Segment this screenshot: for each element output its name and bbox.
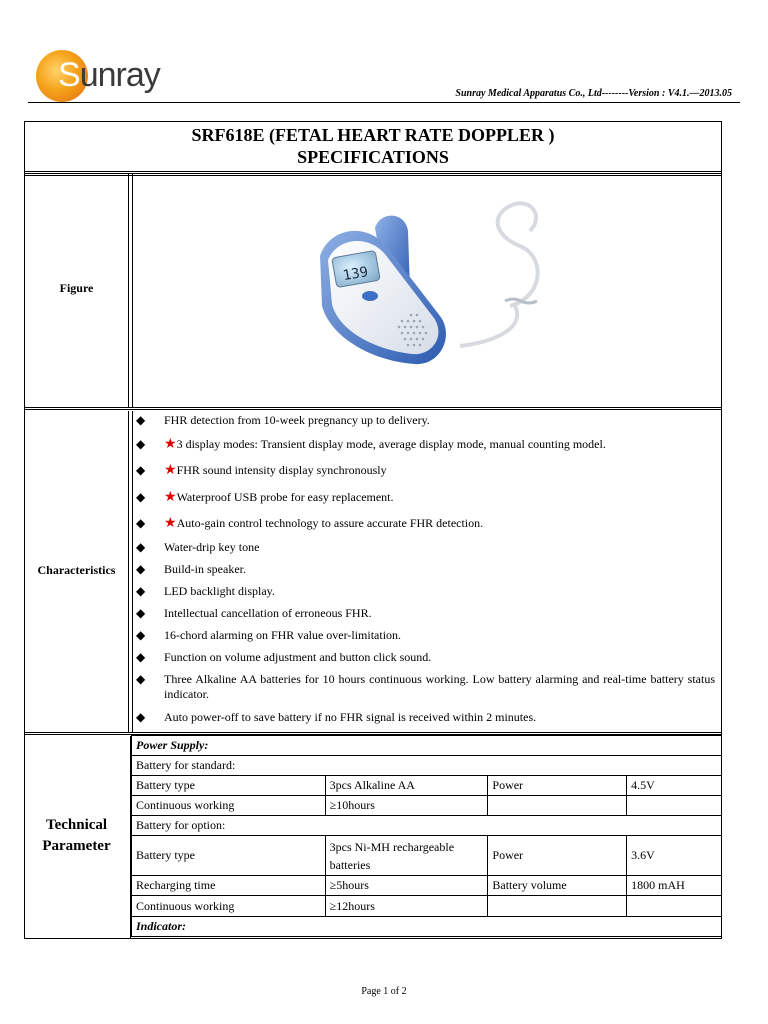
table-row: Battery type 3pcs Alkaline AA Power 4.5V (132, 776, 722, 796)
characteristics-label: Characteristics (37, 563, 116, 577)
logo-wordmark: Sunray (58, 56, 160, 94)
star-icon: ★ (164, 490, 177, 505)
title-divider (25, 171, 721, 172)
fetal-doppler-device-image (290, 196, 550, 376)
technical-parameter-label: Technical Parameter (42, 817, 111, 854)
figure-column-divider (128, 174, 133, 407)
table-row (132, 756, 722, 776)
battery-option-heading: Battery for option: (132, 816, 722, 836)
table-row (132, 917, 722, 937)
table-row (132, 736, 722, 756)
title-line-2: SPECIFICATIONS (297, 147, 449, 167)
technical-parameter-table (131, 735, 722, 937)
star-icon: ★ (164, 437, 177, 452)
figure-label: Figure (59, 281, 94, 295)
document-title (25, 122, 721, 172)
characteristics-column-divider (128, 411, 133, 733)
title-line-1: SRF618E (FETAL HEART RATE DOPPLER ) (191, 125, 555, 145)
table-row (132, 816, 722, 836)
header-divider (28, 102, 740, 103)
star-icon: ★ (164, 463, 177, 478)
lcd-reading: 139 (341, 264, 370, 285)
indicator-heading: Indicator: (132, 917, 722, 937)
characteristics-top-divider (25, 407, 721, 410)
battery-standard-heading: Battery for standard: (132, 756, 722, 776)
table-row: Recharging time ≥5hours Battery volume 1800 mAH (132, 876, 722, 896)
figure-top-divider (25, 173, 721, 176)
coiled-cord-icon (460, 203, 538, 346)
company-logo (36, 48, 166, 104)
table-row: Battery type 3pcs Ni-MH rechargeable batteries Power 3.6V (132, 836, 722, 876)
power-supply-heading: Power Supply: (132, 736, 722, 756)
table-row: Continuous working ≥10hours (132, 796, 722, 816)
star-icon: ★ (164, 516, 177, 531)
table-row: Continuous working ≥12hours (132, 896, 722, 917)
page-number: Page 1 of 2 (361, 986, 407, 997)
power-button-icon (362, 291, 378, 301)
company-version: Sunray Medical Apparatus Co., Ltd--------Version : V4.1.—2013.05 (455, 88, 732, 99)
